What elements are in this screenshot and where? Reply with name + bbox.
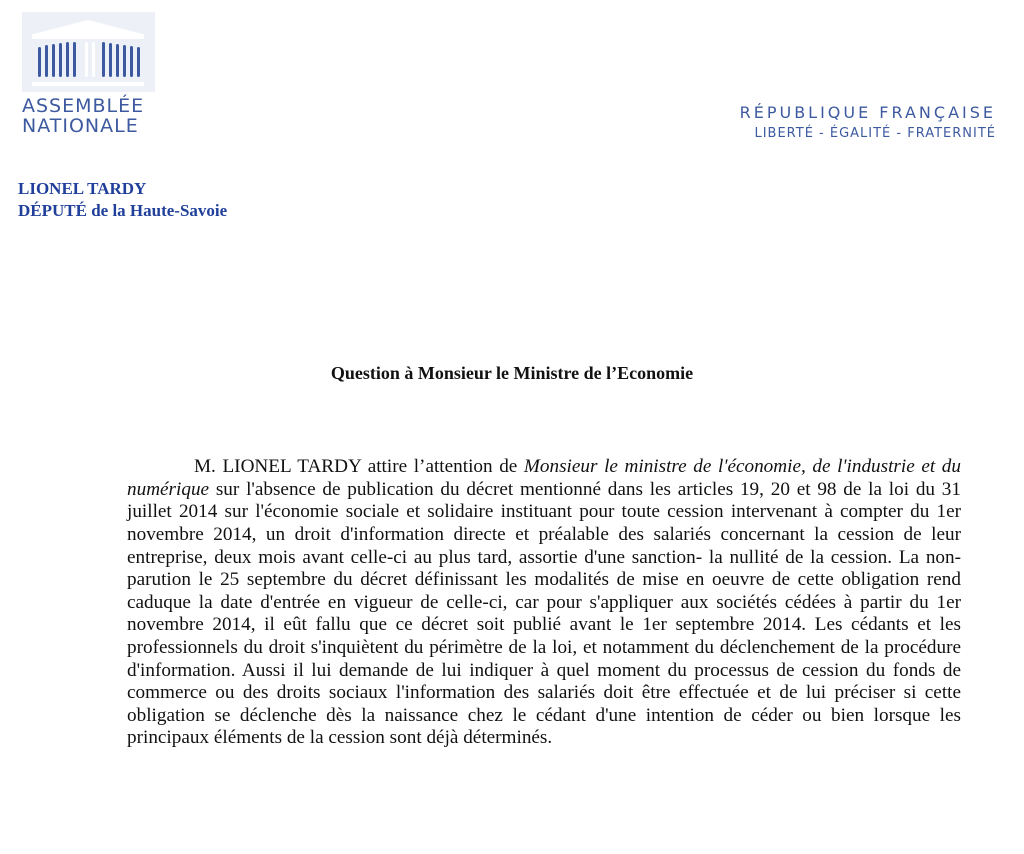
logo-wordmark <box>22 96 158 136</box>
question-addressee: Monsieur le ministre de l'économie, de l'industrie et du numérique <box>127 456 961 500</box>
logo-line-2: NATIONALE <box>22 115 139 137</box>
deputy-title: DÉPUTÉ de la Haute-Savoie <box>18 201 228 220</box>
deputy-block <box>18 178 227 222</box>
assemblee-nationale-logo <box>22 12 158 136</box>
question-title: Question à Monsieur le Ministre de l’Economie <box>330 363 694 383</box>
question-text <box>127 456 961 750</box>
assemblee-building-icon <box>22 12 155 92</box>
deputy-name: LIONEL TARDY <box>18 179 147 198</box>
logo-line-1: ASSEMBLÉE <box>22 95 145 117</box>
question-body-text: sur l'absence de publication du décret mentionné dans les articles 19, 20 et 98 de la loi du 31 juillet 2014 sur l'économie sociale et solidaire instituant pour toute cession intervenant à compter du 1er novembre 2014, un droit d'information directe et préalable des salariés concernant la cession de leur entreprise, deux mois avant celle-ci au plus tard, assortie d'une sanction- la nullité de la cession. La non-parution le 25 septembre du décret définissant les modalités de mise en oeuvre de cette obligation rend caduque la date d'entrée en vigueur de celle-ci, car pour s'appliquer aux sociétés cédées à partir du 1er novembre 2014, il eût fallu que ce décret soit publié avant le 1er septembre 2014. Les cédants et les professionnels du droit s'inquiètent du périmètre de la loi, et notamment du déclenchement de la procédure d'information. Aussi il lui demande de lui indiquer à quel moment du processus de cession du fonds de commerce ou des droits sociaux l'information des salariés doit être effectuée et de lui préciser si cette obligation se déclenche dès la naissance chez le cédant d'une intention de céder ou bien lorsque les principaux éléments de la cession sont déjà déterminés. <box>127 478 961 749</box>
question-intro: M. LIONEL TARDY attire l’attention de <box>194 456 524 478</box>
republique-name: RÉPUBLIQUE FRANÇAISE <box>739 103 996 122</box>
republique-francaise-header <box>740 102 996 144</box>
republique-motto: LIBERTÉ - ÉGALITÉ - FRATERNITÉ <box>754 126 996 141</box>
